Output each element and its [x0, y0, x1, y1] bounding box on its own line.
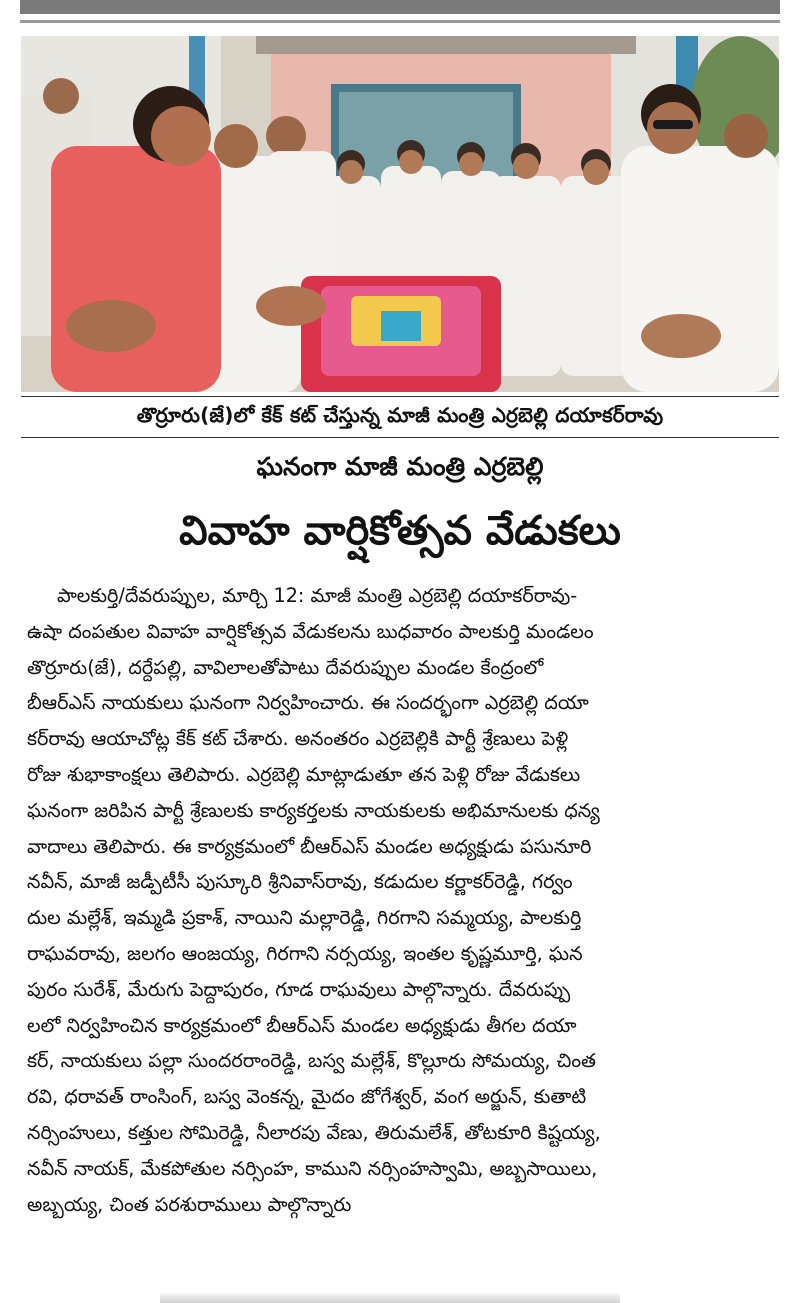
top-rule	[20, 0, 780, 14]
group-photo-image	[21, 36, 779, 392]
body-line: వాదాలు తెలిపారు. ఈ కార్యక్రమంలో బీఆర్‌ఎస్ మండల అధ్యక్షుడు పసునూరి	[27, 834, 592, 858]
body-line: నవీన్, మాజీ జడ్పీటీసీ పుస్కూరి శ్రీనివాస్‌రావు, కడుదుల కర్ణాకర్‌రెడ్డి, గర్వం	[27, 870, 573, 894]
body-line: పాలకుర్తి/దేవరుప్పుల, మార్చి 12: మాజీ మంత్రి ఎర్రబెల్లి దయాకర్‌రావు-	[57, 584, 578, 607]
top-rule-thin	[20, 20, 780, 23]
headline-kicker: ఘనంగా మాజీ మంత్రి ఎర్రబెల్లి	[256, 452, 544, 481]
body-line: దుల మల్లేశ్, ఇమ్మడి ప్రకాశ్, నాయిని మల్లారెడ్డి, గిరగాని సమ్మయ్య, పాలకుర్తి	[27, 906, 582, 930]
body-line: అబ్బయ్య, చింత పరశురాములు పాల్గొన్నారు	[27, 1192, 352, 1216]
body-line: కర్‌రావు ఆయాచోట్ల కేక్ కట్ చేశారు. అనంతరం ఎర్రబెల్లికి పార్టీ శ్రేణులు పెళ్లి	[27, 727, 569, 751]
body-line: రాఘవరావు, జలగం ఆంజయ్య, గిరగాని నర్సయ్య, ఇంతల కృష్ణమూర్తి, ఘన	[27, 941, 583, 965]
body-line: నర్సింహులు, కత్తుల సోమిరెడ్డి, నీలారపు వేణు, తిరుమలేశ్, తోటకూరి కిష్టయ్య,	[27, 1120, 601, 1144]
headline: వివాహ వార్షికోత్సవ వేడుకలు	[179, 508, 621, 554]
body-line: తొర్రూరు(జే), దర్దేపల్లి, వావిలాలతోపాటు దేవరుప్పుల మండల కేంద్రంలో	[27, 655, 544, 679]
next-article-cutoff	[160, 1292, 620, 1303]
photo-caption: తొర్రూరు(జే)లో కేక్ కట్ చేస్తున్న మాజీ మంత్రి ఎర్రబెల్లి దయాకర్‌రావు	[21, 396, 779, 438]
body-line: లలో నిర్వహించిన కార్యక్రమంలో బీఆర్‌ఎస్ మండల అధ్యక్షుడు తీగల దయా	[27, 1013, 577, 1037]
body-line: బీఆర్‌ఎస్ నాయకులు ఘనంగా నిర్వహించారు. ఈ సందర్భంగా ఎర్రబెల్లి దయా	[27, 691, 589, 715]
body-line: ఉషా దంపతుల వివాహ వార్షికోత్సవ వేడుకలను బుధవారం పాలకుర్తి మండలం	[27, 619, 594, 643]
article-body	[27, 578, 773, 1222]
body-line: నవీన్ నాయక్, మేకపోతుల నర్సింహ, కాముని నర్సింహస్వామి, అబ్బసాయిలు,	[27, 1156, 598, 1180]
body-line: పురం సురేశ్, మేరుగు పెద్దాపురం, గూడ రాఘవులు పాల్గొన్నారు. దేవరుప్పు	[27, 977, 571, 1001]
body-line: కర్, నాయకులు పల్లా సుందరరాంరెడ్డి, బస్వ మల్లేశ్, కొల్లూరు సోమయ్య, చింత	[27, 1049, 596, 1073]
body-line: రోజు శుభాకాంక్షలు తెలిపారు. ఎర్రబెల్లి మాట్లాడుతూ తన పెళ్లి రోజు వేడుకలు	[27, 762, 581, 786]
body-line: ఘనంగా జరిపిన పార్టీ శ్రేణులకు కార్యకర్తలకు నాయకులకు అభిమానులకు ధన్య	[27, 798, 600, 822]
body-line: రవి, ధరావత్ రాంసింగ్, బస్వ వెంకన్న, మైదం జోగేశ్వర్, వంగ అర్జున్, కుతాటి	[27, 1085, 587, 1109]
group-photo	[21, 36, 779, 392]
